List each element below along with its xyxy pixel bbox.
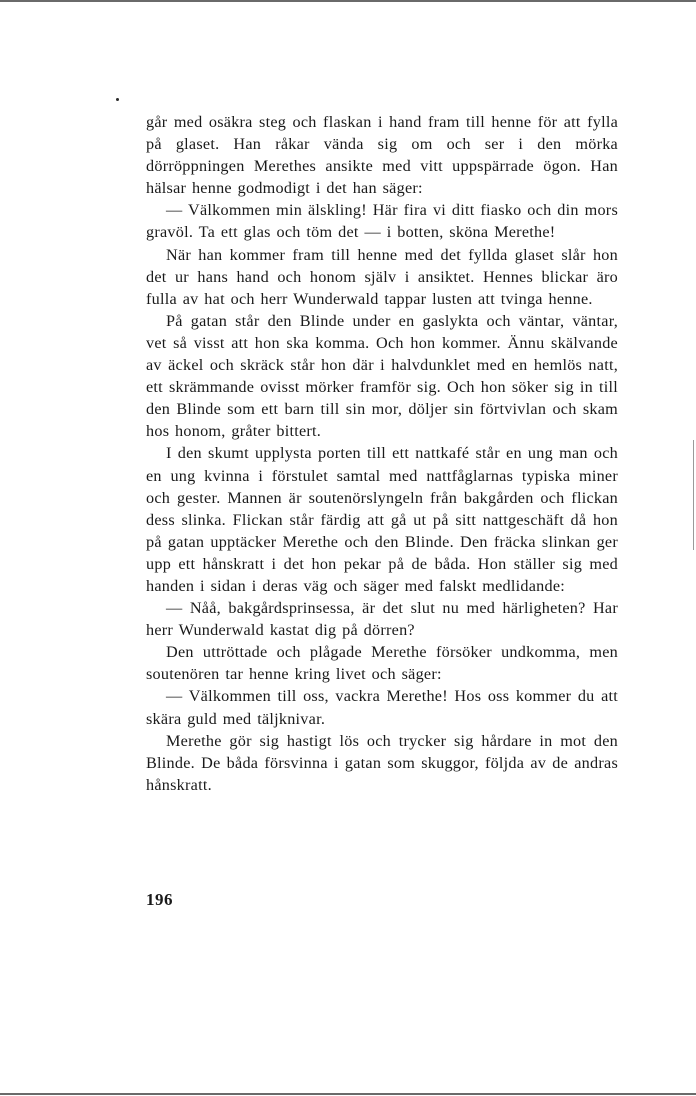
- paragraph-2: — Välkommen min älskling! Här fira vi ditt fiasko och din mors gravöl. Ta ett glas och töm det — i botten, sköna Merethe!: [146, 201, 618, 242]
- paragraph-3: När han kommer fram till henne med det fyllda glaset slår hon det ur hans hand och honom själv i ansiktet. Hennes blickar äro fulla av hat och herr Wunderwald tappar lusten att tvinga henne.: [146, 245, 618, 308]
- paragraph-5: I den skumt upplysta porten till ett nattkafé står en ung man och en ung kvinna i förstulet samtal med nattfåglarnas typiska miner och gester. Mannen är soutenörslyngeln från bakgården och flickan dess slinka. Flickan står färdig att gå ut på sitt nattgeschäft då hon på gatan upptäcker Merethe och den Blinde. Den fräcka slinkan ger upp ett hånskratt i det hon pekar på de båda. Hon ställer sig med handen i sidan i deras väg och säger med falskt medlidande:: [146, 444, 618, 595]
- paragraph-4: På gatan står den Blinde under en gaslykta och väntar, väntar, vet så visst att hon ska komma. Och hon kommer. Ännu skälvande av äckel och skräck står hon där i halvdunklet med en hemlös natt, ett skrämmande ovisst mörker framför sig. Och hon söker sig in till den Blinde som ett barn till sin mor, döljer sin förtvivlan och skam hos honom, gråter bittert.: [146, 311, 618, 441]
- scan-speck: [116, 98, 119, 101]
- paragraph-9: Merethe gör sig hastigt lös och trycker sig hårdare in mot den Blinde. De båda försvinna i gatan som skuggor, följda av de andras hånskratt.: [146, 731, 618, 794]
- paragraph-6: — Nåå, bakgårdsprinsessa, är det slut nu med härligheten? Har herr Wunderwald kastat dig på dörren?: [146, 599, 618, 640]
- page-right-edge: [693, 440, 694, 550]
- paragraph-8: — Välkommen till oss, vackra Merethe! Hos oss kommer du att skära guld med täljknivar.: [146, 687, 618, 728]
- page-top-edge: [0, 0, 696, 2]
- page-number: 196: [146, 890, 173, 909]
- page-bottom-edge: [0, 1093, 696, 1095]
- paragraph-7: Den uttröttade och plågade Merethe försöker undkomma, men soutenören tar henne kring livet och säger:: [146, 643, 618, 684]
- body-text: [146, 111, 618, 796]
- paragraph-1: går med osäkra steg och flaskan i hand fram till henne för att fylla på glaset. Han råkar vända sig om och ser i den mörka dörröppningen Merethes ansikte med vitt uppspärrade ögon. Han hälsar henne godmodigt i det han säger:: [146, 113, 618, 198]
